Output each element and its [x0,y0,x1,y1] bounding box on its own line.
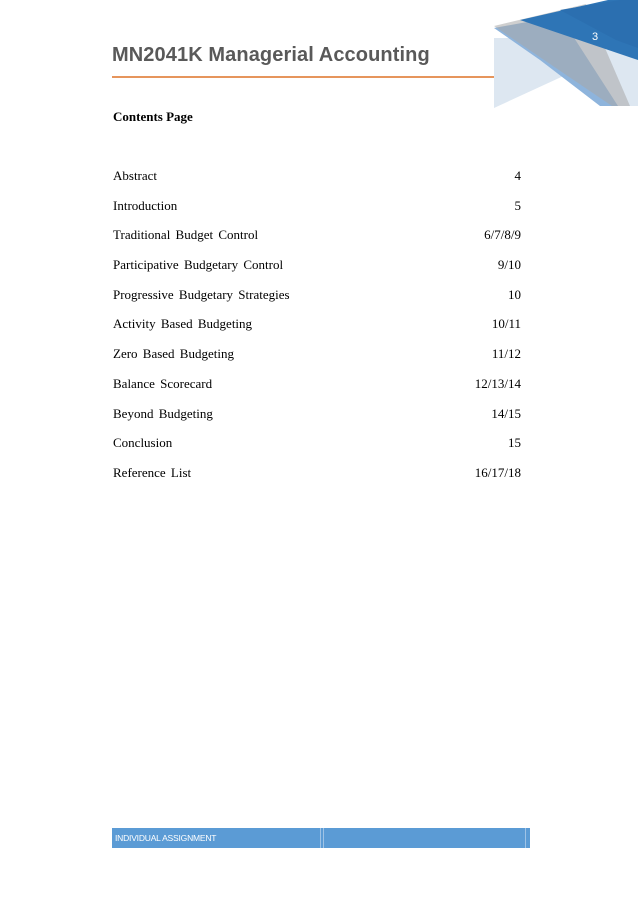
toc-entry-balance-scorecard [113,376,521,406]
contents-heading: Contents Page [113,109,193,124]
footer-bar [112,828,530,848]
toc-entry-page: 10 [508,286,521,302]
toc-entry-page: 15 [508,435,521,451]
toc-entry-progressive-budgetary-strategies [113,287,521,317]
toc-entry-page: 11/12 [491,346,521,362]
toc-entry-page: 12/13/14 [474,375,521,391]
toc-entry-label: Activity Based Budgeting [113,316,253,332]
toc-entry-label: Participative Budgetary Control [113,257,284,273]
toc-entry-page: 16/17/18 [474,464,521,480]
toc-entry-page: 6/7/8/9 [484,227,521,243]
toc-entry-label: Balance Scorecard [113,375,213,391]
toc-entry-participative-budgetary-control [113,257,521,287]
toc-entry-traditional-budget-control [113,227,521,257]
footer-label: INDIVIDUAL ASSIGNMENT [115,833,217,843]
toc-entry-label: Zero Based Budgeting [113,346,234,362]
toc-entry-label: Reference List [113,464,192,480]
toc-entry-abstract [113,168,521,198]
footer-divider [320,828,321,848]
footer-divider [525,828,526,848]
toc-entry-conclusion [113,435,521,465]
title-underline [112,76,494,78]
document-title: MN2041K Managerial Accounting [112,44,430,66]
toc-entry-reference-list [113,465,521,495]
toc-entry-label: Beyond Budgeting [113,405,213,421]
toc-entry-activity-based-budgeting [113,316,521,346]
toc-entry-page: 10/11 [491,316,521,332]
table-of-contents [113,168,521,495]
toc-entry-beyond-budgeting [113,406,521,436]
toc-entry-label: Introduction [113,197,178,213]
toc-entry-zero-based-budgeting [113,346,521,376]
toc-entry-introduction [113,198,521,228]
toc-entry-page: 5 [514,197,521,213]
toc-entry-label: Traditional Budget Control [113,227,259,243]
toc-entry-page: 4 [514,168,521,183]
page-number: 3 [591,31,599,43]
footer-divider [323,828,324,848]
toc-entry-label: Conclusion [113,435,173,451]
toc-entry-page: 9/10 [497,257,521,273]
toc-entry-label: Abstract [113,168,158,183]
toc-entry-label: Progressive Budgetary Strategies [113,286,290,302]
toc-entry-page: 14/15 [491,405,521,421]
